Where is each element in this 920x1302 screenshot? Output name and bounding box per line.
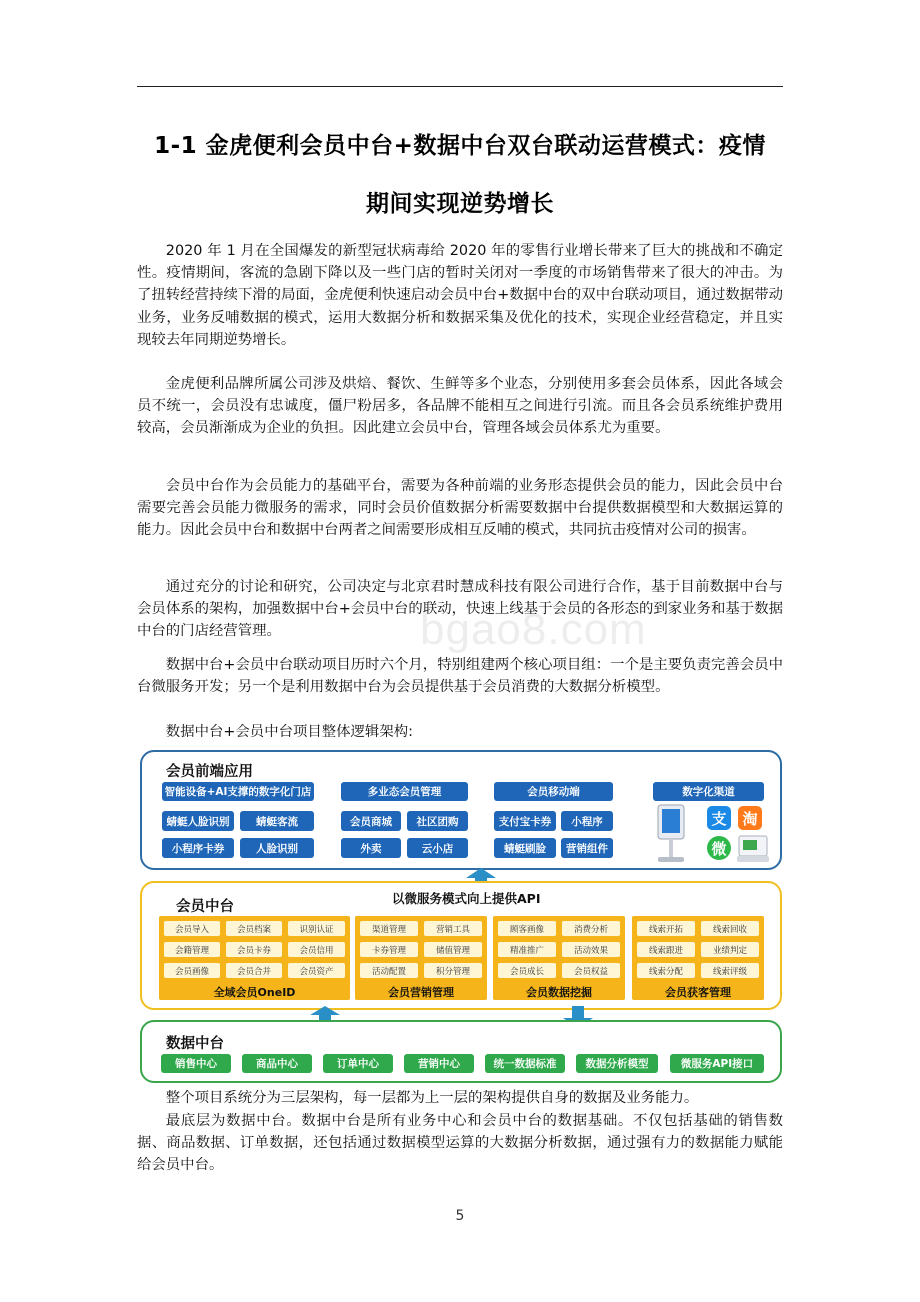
watermark: bgao8.com	[420, 605, 647, 654]
pos-terminal-icon	[735, 832, 773, 866]
section-title-line2: 期间实现逆势增长	[366, 191, 554, 217]
cell-member-credit: 会员信用	[288, 942, 345, 957]
panel-data-mining-label: 会员数据挖掘	[526, 986, 592, 999]
kiosk-icon	[652, 803, 702, 865]
api-label: 以微服务模式向上提供API	[392, 891, 541, 906]
chip-group-buy: 社区团购	[407, 811, 468, 831]
paragraph-7: 整个项目系统分为三层架构，每一层都为上一层的架构提供自身的数据及业务能力。	[165, 1090, 699, 1106]
cell-membership-mgmt: 会籍管理	[164, 942, 220, 957]
cell-member-rights: 会员权益	[562, 963, 620, 978]
cell-lead-rating: 线索评级	[701, 963, 759, 978]
chip-unified-standard: 统一数据标准	[485, 1054, 565, 1073]
panel-marketing-label: 会员营销管理	[388, 986, 454, 999]
cell-member-growth: 会员成长	[498, 963, 556, 978]
chip-miniapp: 小程序	[561, 811, 613, 831]
chip-member-mobile: 会员移动端	[494, 782, 613, 801]
chip-marketing-center: 营销中心	[404, 1054, 474, 1073]
chip-multi-format: 多业态会员管理	[341, 782, 468, 801]
chip-member-mall: 会员商城	[341, 811, 401, 831]
cell-member-merge: 会员合并	[226, 963, 282, 978]
chip-face-pay: 蜻蜓刷脸	[494, 838, 556, 858]
cell-identity-auth: 识别认证	[288, 921, 345, 936]
chip-digital-store: 智能设备+AI支撑的数字化门店	[162, 782, 314, 801]
section-title-line1: 1-1 金虎便利会员中台+数据中台双台联动运营模式：疫情	[154, 133, 766, 159]
cell-points-mgmt: 积分管理	[424, 963, 482, 978]
paragraph-6: 数据中台+会员中台项目整体逻辑架构:	[165, 724, 413, 740]
alipay-icon: 支	[707, 806, 731, 830]
paragraph-3: 会员中台作为会员能力的基础平台，需要为各种前端的业务形态提供会员的能力，因此会员中台需要完善会员能力微服务的需求，同时会员价值数据分析需要数据中台提供数据模型和大数据运算的能力。因此会员中台和数据中台两者之间需要形成相互反哺的模式，共同抗击疫情对公司的损害。	[137, 478, 783, 539]
cell-member-profile: 会员档案	[226, 921, 282, 936]
cell-lead-followup: 线索跟进	[637, 942, 695, 957]
cell-lead-recovery: 线索回收	[701, 921, 759, 936]
cell-marketing-tools: 营销工具	[424, 921, 482, 936]
header-rule	[137, 86, 783, 87]
cell-precise-promotion: 精准推广	[498, 942, 556, 957]
cell-channel-mgmt: 渠道管理	[360, 921, 418, 936]
cell-performance-judgment: 业绩判定	[701, 942, 759, 957]
data-layer-box	[140, 1020, 782, 1083]
cell-customer-portrait: 顾客画像	[498, 921, 556, 936]
chip-marketing-component: 营销组件	[561, 838, 613, 858]
cell-coupon-mgmt: 卡券管理	[360, 942, 418, 957]
chip-digital-channel: 数字化渠道	[653, 782, 764, 801]
chip-microservice-api: 微服务API接口	[670, 1054, 764, 1073]
cell-consumption-analysis: 消费分析	[562, 921, 620, 936]
page-number: 5	[455, 1208, 465, 1224]
taobao-icon: 淘	[738, 806, 762, 830]
chip-product-center: 商品中心	[242, 1054, 312, 1073]
paragraph-4: 通过充分的讨论和研究，公司决定与北京君时慧成科技有限公司进行合作，基于目前数据中台与会员体系的架构，加强数据中台+会员中台的联动，快速上线基于会员的各形态的到家业务和基于数据中台的门店经营管理。	[137, 579, 783, 640]
paragraph-8: 最底层为数据中台。数据中台是所有业务中心和会员中台的数据基础。不仅包括基础的销售数据、商品数据、订单数据，还包括通过数据模型运算的大数据分析数据，通过强有力的数据能力赋能给会员中台。	[137, 1113, 783, 1174]
cell-activity-effect: 活动效果	[562, 942, 620, 957]
cell-activity-config: 活动配置	[360, 963, 418, 978]
wechat-icon: 微	[707, 836, 731, 860]
cell-member-import: 会员导入	[164, 921, 220, 936]
chip-sales-center: 销售中心	[161, 1054, 231, 1073]
cell-lead-expansion: 线索开拓	[637, 921, 695, 936]
front-layer-title: 会员前端应用	[166, 764, 253, 780]
chip-takeout: 外卖	[341, 838, 401, 858]
chip-traffic: 蜻蜓客流	[240, 811, 314, 831]
cell-stored-value: 储值管理	[424, 942, 482, 957]
panel-acquisition-label: 会员获客管理	[665, 986, 731, 999]
chip-alipay-coupon: 支付宝卡券	[494, 811, 556, 831]
chip-cloud-store: 云小店	[407, 838, 468, 858]
paragraph-5: 数据中台+会员中台联动项目历时六个月，特别组建两个核心项目组：一个是主要负责完善会员中台微服务开发；另一个是利用数据中台为会员提供基于会员消费的大数据分析模型。	[137, 657, 783, 696]
paragraph-2: 金虎便利品牌所属公司涉及烘焙、餐饮、生鲜等多个业态，分别使用多套会员体系，因此各域会员不统一，会员没有忠诚度，僵尸粉居多，各品牌不能相互之间进行引流。而且各会员系统维护费用较高，会员渐渐成为企业的负担。因此建立会员中台，管理各域会员体系尤为重要。	[137, 376, 783, 437]
cell-member-portrait: 会员画像	[164, 963, 220, 978]
chip-face-id: 人脸识别	[240, 838, 314, 858]
chip-order-center: 订单中心	[323, 1054, 393, 1073]
data-layer-title: 数据中台	[166, 1036, 224, 1052]
chip-face-recognition-qt: 蜻蜓人脸识别	[162, 811, 234, 831]
paragraph-1: 2020 年 1 月在全国爆发的新型冠状病毒给 2020 年的零售行业增长带来了巨大的挑战和不确定性。疫情期间，客流的急剧下降以及一些门店的暂时关闭对一季度的市场销售带来了很大的冲击。为了扭转经营持续下滑的局面，金虎便利快速启动会员中台+数据中台的双中台联动项目，通过数据带动业务，业务反哺数据的模式，运用大数据分析和数据采集及优化的技术，实现企业经营稳定，并且实现较去年同期逆势增长。	[137, 243, 783, 348]
panel-oneid-label: 全域会员OneID	[213, 986, 296, 999]
middle-layer-title: 会员中台	[176, 899, 234, 915]
cell-member-coupon: 会员卡券	[226, 942, 282, 957]
chip-mini-coupon: 小程序卡券	[162, 838, 234, 858]
cell-lead-allocation: 线索分配	[637, 963, 695, 978]
cell-member-assets: 会员资产	[288, 963, 345, 978]
chip-analysis-model: 数据分析模型	[576, 1054, 658, 1073]
